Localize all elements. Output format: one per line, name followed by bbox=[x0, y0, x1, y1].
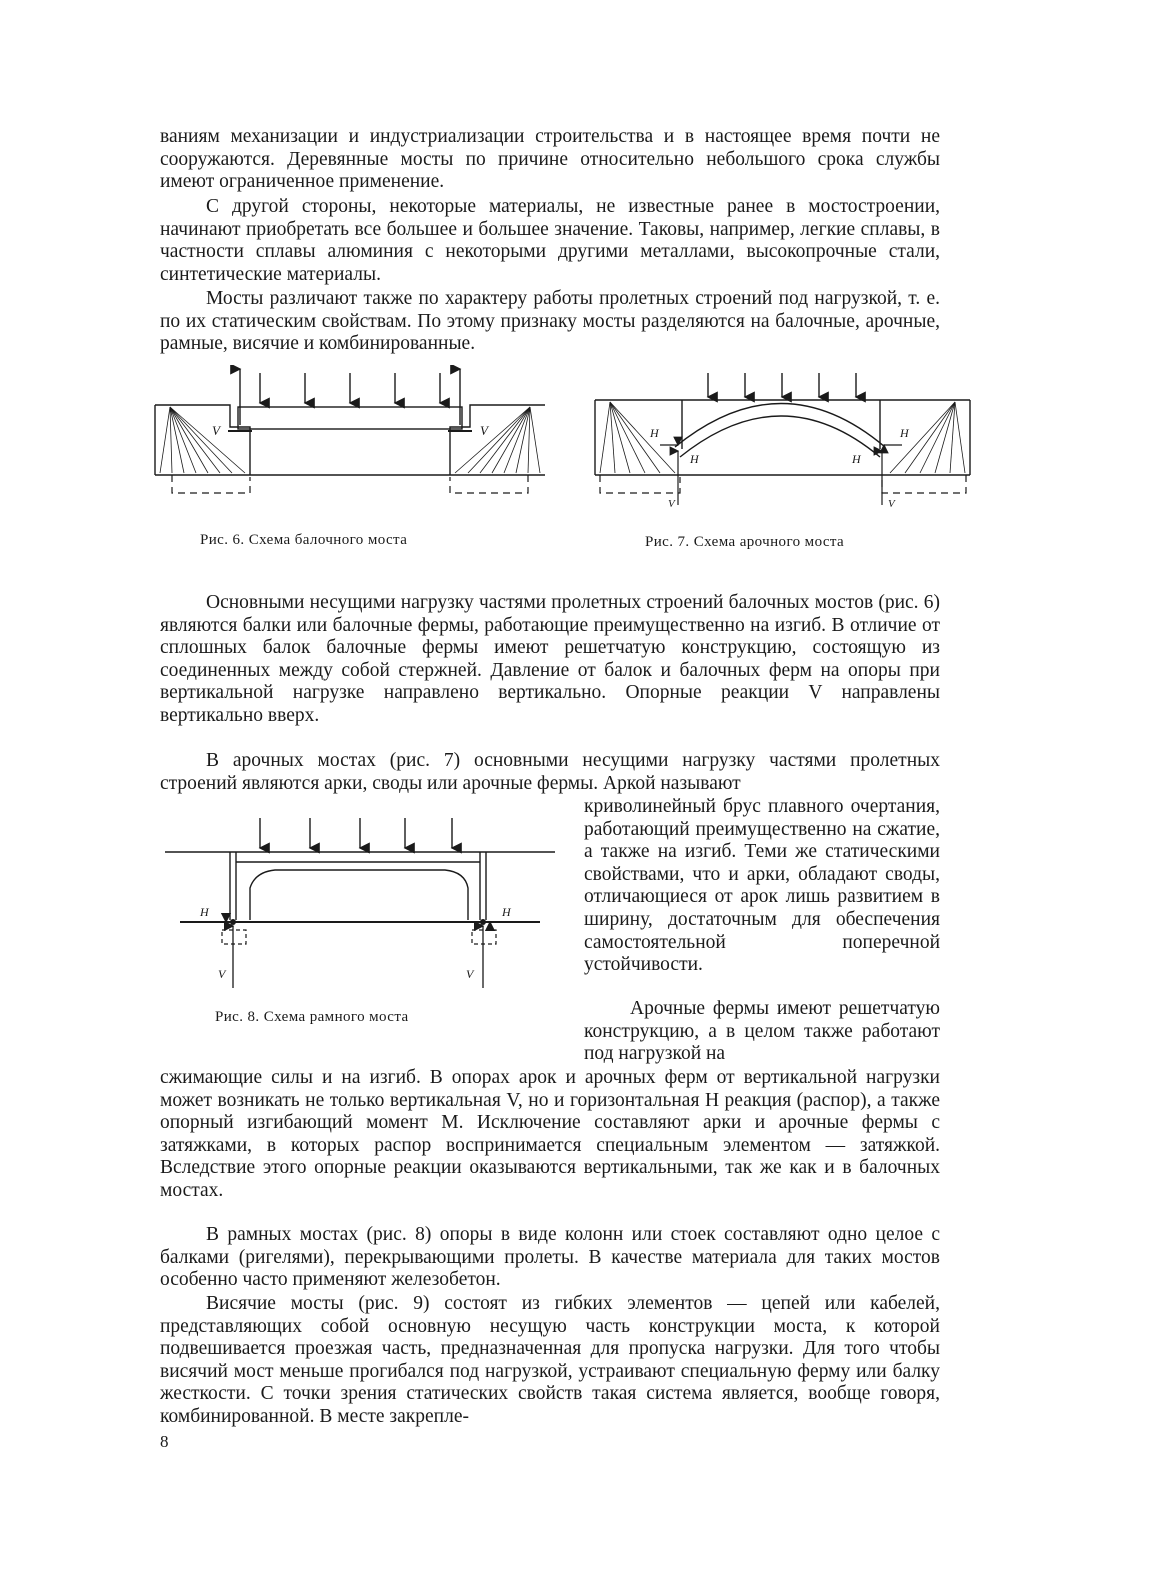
label-h-right-top: H bbox=[900, 426, 909, 440]
figure-arch-bridge bbox=[590, 365, 980, 515]
paragraph-suspension-bridges: Висячие мосты (рис. 9) состоят из гибких элементов — цепей или кабелей, представляющих собой основную несущую часть конструкции моста, к которой подвешивается проезжая часть, предназначенная для пропуска нагрузки. Для того чтобы висячий мост меньше прогибался под нагрузкой, устраивают специальную ферму или балку жесткости. С точки зрения статических свойств такая система является, вообще говоря, комбинированной. В месте закрепле- bbox=[160, 1293, 940, 1427]
frame-bridge-diagram bbox=[160, 810, 560, 995]
label-v-left: V bbox=[212, 423, 220, 438]
paragraph-continuation: ваниям механизации и индустриализации строительства и в настоящее время почти не сооружаются. Деревянные мосты по причине относительно небольшого срока службы имеют ограниченное применение. bbox=[160, 126, 940, 193]
label-h-left: H bbox=[200, 905, 209, 919]
caption-fig6: Рис. 6. Схема балочного моста bbox=[200, 532, 408, 548]
paragraph-arch-bridges: В арочных мостах (рис. 7) основными несущими нагрузку частями пролетных строений являются арки, своды или арочные фермы. Аркой называют bbox=[160, 750, 940, 794]
caption-fig8: Рис. 8. Схема рамного моста bbox=[215, 1009, 409, 1025]
paragraph-arch-trusses: Арочные фермы имеют решетчатую конструкцию, а в целом также работают под нагрузкой на bbox=[584, 998, 940, 1065]
label-v-left: V bbox=[218, 967, 226, 981]
figure-beam-bridge bbox=[150, 365, 550, 515]
caption-fig7: Рис. 7. Схема арочного моста bbox=[645, 534, 845, 550]
paragraph-frame-bridges: В рамных мостах (рис. 8) опоры в виде колонн или стоек составляют одно целое с балками (ригелями), перекрывающими пролеты. В качестве материала для таких мостов особенно часто применяют железобетон. bbox=[160, 1224, 940, 1291]
label-h-left-top: H bbox=[650, 426, 659, 440]
paragraph-arch-supports: сжимающие силы и на изгиб. В опорах арок и арочных ферм от вертикальной нагрузки может возникать не только вертикальная V, но и горизонтальная H реакция (распор), а также опорный изгибающий момент M. Исключение составляют арки и арочные фермы с затяжками, в которых распор воспринимается специальным элементом — затяжкой. Вследствие этого опорные реакции оказываются вертикальными, так же как и в балочных мостах. bbox=[160, 1067, 940, 1201]
paragraph-static-classification: Мосты различают также по характеру работы пролетных строений под нагрузкой, т. е. по их статическим свойствам. По этому признаку мосты разделяются на балочные, арочные, рамные, висячие и комбинированные. bbox=[160, 288, 940, 355]
beam-bridge-diagram bbox=[150, 365, 550, 515]
label-h-right: H bbox=[502, 905, 511, 919]
label-h-right-bottom: H bbox=[852, 452, 861, 466]
paragraph-new-materials: С другой стороны, некоторые материалы, не известные ранее в мостостроении, начинают приобретать все большее и большее значение. Таковы, например, легкие сплавы, в частности сплавы алюминия с некоторыми другими металлами, высокопрочные стали, синтетические материалы. bbox=[160, 196, 940, 285]
paragraph-beam-bridges: Основными несущими нагрузку частями пролетных строений балочных мостов (рис. 6) являются балки или балочные фермы, работающие преимущественно на изгиб. В отличие от сплошных балок балочные фермы имеют решетчатую конструкцию, состоящую из соединенных между собой стержней. Давление от балок и балочных ферм на опоры при вертикальной нагрузке направлено вертикально. Опорные реакции V направлены вертикально вверх. bbox=[160, 592, 940, 726]
figure-frame-bridge bbox=[160, 810, 560, 995]
label-h-left-bottom: H bbox=[690, 452, 699, 466]
page-number: 8 bbox=[160, 1432, 169, 1451]
label-v-right: V bbox=[888, 498, 895, 510]
paragraph-arch-definition: криволинейный брус плавного очертания, работающий преимущественно на сжатие, а также на изгиб. Теми же статическими свойствами, что и арки, обладают своды, отличающиеся от арок лишь развитием в ширину, достаточным для обеспечения самостоятельной поперечной устойчивости. bbox=[584, 796, 940, 976]
arch-bridge-diagram bbox=[590, 365, 980, 515]
label-v-left: V bbox=[668, 498, 675, 510]
label-v-right: V bbox=[466, 967, 474, 981]
label-v-right: V bbox=[480, 423, 488, 438]
